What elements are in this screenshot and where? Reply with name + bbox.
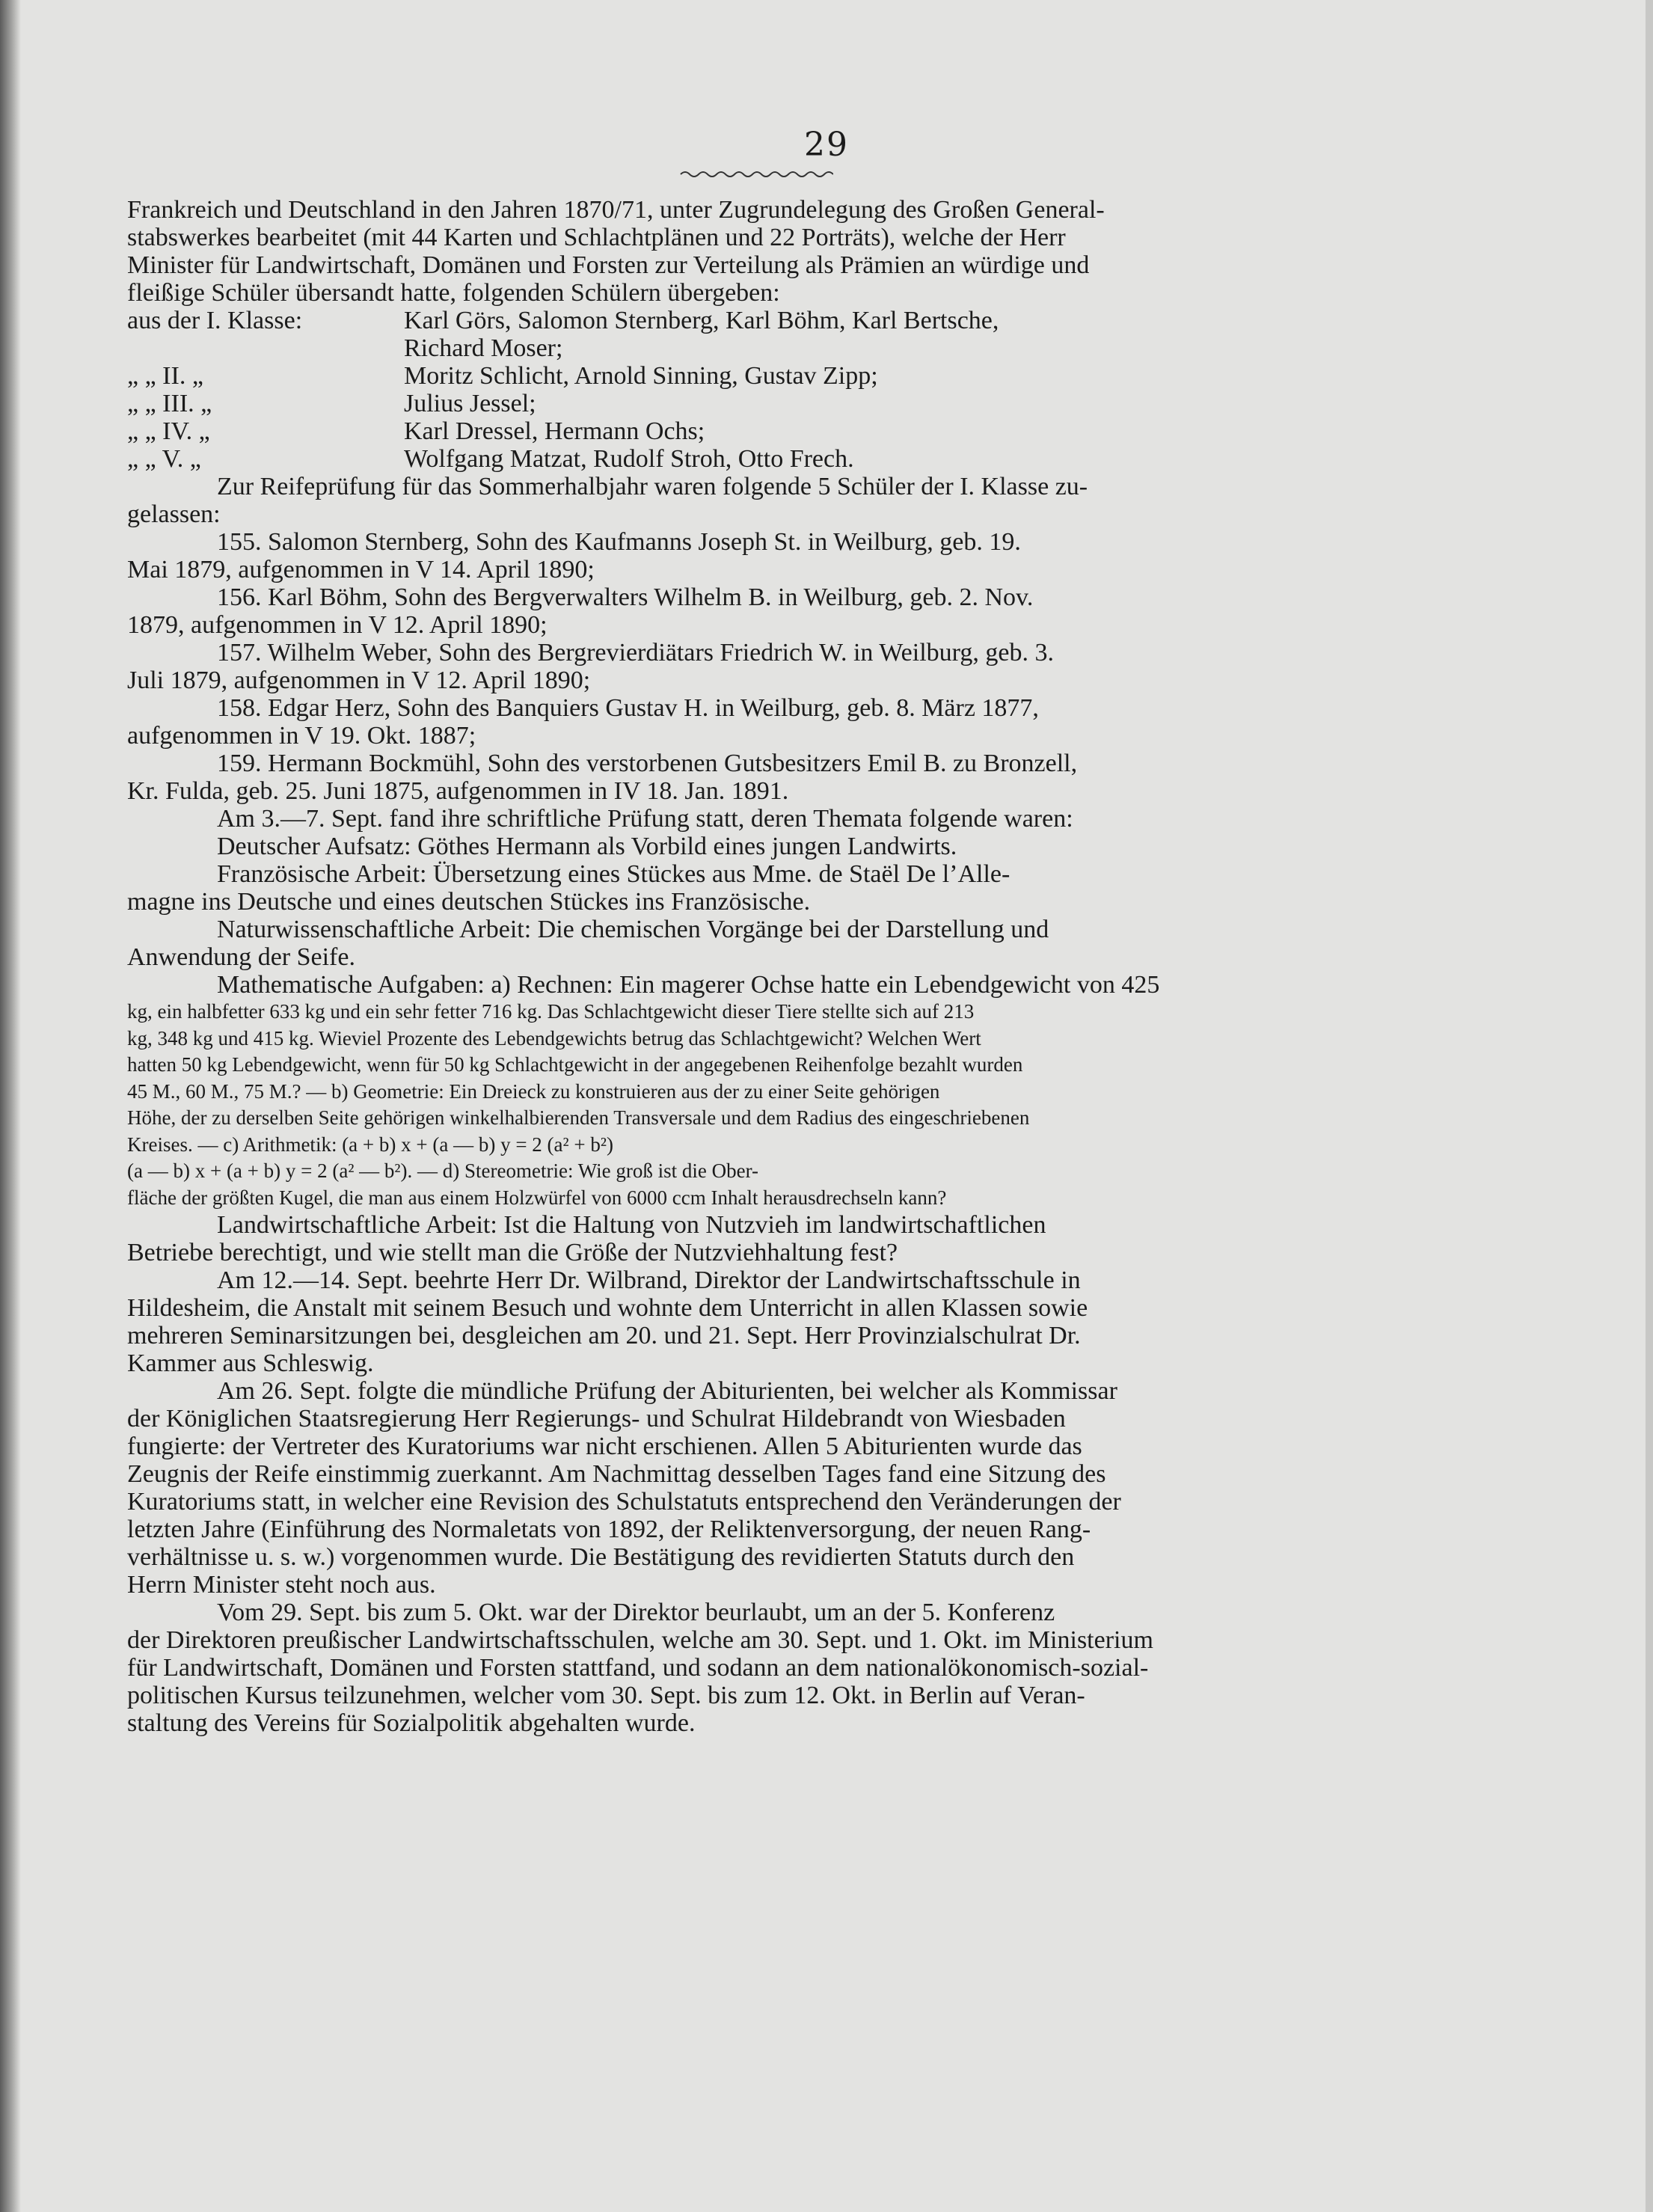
text-line: Naturwissenschaftliche Arbeit: Die chemischen Vorgänge bei der Darstellung und xyxy=(217,916,1049,943)
text-line: staltung des Vereins für Sozialpolitik abgehalten wurde. xyxy=(127,1709,696,1737)
small-print-line: (a — b) x + (a + b) y = 2 (a² — b²). — d) Stereometrie: Wie groß ist die Ober- xyxy=(127,1159,759,1182)
text-line: der Königlichen Staatsregierung Herr Regierungs- und Schulrat Hildebrandt von Wiesbaden xyxy=(127,1405,1066,1433)
text-line: mehreren Seminarsitzungen bei, desgleichen am 20. und 21. Sept. Herr Provinzialschulrat Dr. xyxy=(127,1322,1081,1349)
text-line: magne ins Deutsche und eines deutschen Stückes ins Französische. xyxy=(127,888,811,916)
text-line: Zur Reifeprüfung für das Sommerhalbjahr waren folgende 5 Schüler der I. Klasse zu- xyxy=(217,473,1088,500)
text-line: Frankreich und Deutschland in den Jahren 1870/71, unter Zugrundelegung des Großen General- xyxy=(127,196,1105,224)
text-line: Richard Moser; xyxy=(404,334,563,362)
student-names: Julius Jessel; xyxy=(404,390,536,417)
ornament-rule xyxy=(679,169,833,180)
class-label: „ „ V. „ xyxy=(127,445,201,473)
text-line: letzten Jahre (Einführung des Normaletats von 1892, der Reliktenversorgung, der neuen Rang- xyxy=(127,1516,1091,1543)
text-line: Anwendung der Seife. xyxy=(127,943,355,971)
text-line: Herrn Minister steht noch aus. xyxy=(127,1571,436,1599)
prize-list-line xyxy=(127,307,1378,334)
student-names: Karl Görs, Salomon Sternberg, Karl Böhm, Karl Bertsche, xyxy=(404,307,999,334)
prize-list-line xyxy=(127,417,1378,445)
class-label: „ „ II. „ xyxy=(127,362,203,390)
text-line: Am 3.—7. Sept. fand ihre schriftliche Prüfung statt, deren Themata folgende waren: xyxy=(217,805,1073,833)
text-line: Am 12.—14. Sept. beehrte Herr Dr. Wilbrand, Direktor der Landwirtschaftsschule in xyxy=(217,1266,1081,1294)
text-line: Französische Arbeit: Übersetzung eines Stückes aus Mme. de Staël De l’Alle- xyxy=(217,860,1010,888)
text-line: Juli 1879, aufgenommen in V 12. April 1890; xyxy=(127,667,591,694)
prize-list-line xyxy=(127,445,1378,473)
text-line: stabswerkes bearbeitet (mit 44 Karten und Schlachtplänen und 22 Porträts), welche der Herr xyxy=(127,224,1066,251)
body-text xyxy=(127,196,1378,1737)
text-line: Betriebe berechtigt, und wie stellt man die Größe der Nutzviehhaltung fest? xyxy=(127,1239,898,1266)
small-print-line: Kreises. — c) Arithmetik: (a + b) x + (a — b) y = 2 (a² + b²) xyxy=(127,1133,613,1156)
class-label: „ „ III. „ xyxy=(127,390,212,417)
student-names: Karl Dressel, Hermann Ochs; xyxy=(404,417,705,445)
text-line: Am 26. Sept. folgte die mündliche Prüfung der Abiturienten, bei welcher als Kommissar xyxy=(217,1377,1117,1405)
student-names: Moritz Schlicht, Arnold Sinning, Gustav Zipp; xyxy=(404,362,878,390)
text-line: Kammer aus Schleswig. xyxy=(127,1349,374,1377)
student-names: Wolfgang Matzat, Rudolf Stroh, Otto Frech. xyxy=(404,445,854,473)
small-print-line: hatten 50 kg Lebendgewicht, wenn für 50 kg Schlachtgewicht in der angegebenen Reihenfolge bezahlt wurden xyxy=(127,1053,1023,1076)
text-line: aufgenommen in V 19. Okt. 1887; xyxy=(127,722,476,750)
small-print-line: kg, ein halbfetter 633 kg und ein sehr fetter 716 kg. Das Schlachtgewicht dieser Tiere stellte sich auf 213 xyxy=(127,1000,975,1023)
small-print-line: fläche der größten Kugel, die man aus einem Holzwürfel von 6000 ccm Inhalt herausdrechseln kann? xyxy=(127,1186,947,1209)
text-line: Kuratoriums statt, in welcher eine Revision des Schulstatuts entsprechend den Veränderungen der xyxy=(127,1488,1121,1516)
text-line: Mathematische Aufgaben: a) Rechnen: Ein magerer Ochse hatte ein Lebendgewicht von 425 xyxy=(217,971,1160,999)
book-spine-shadow xyxy=(0,0,21,2212)
text-line: Kr. Fulda, geb. 25. Juni 1875, aufgenommen in IV 18. Jan. 1891. xyxy=(127,777,789,805)
text-line: verhältnisse u. s. w.) vorgenommen wurde. Die Bestätigung des revidierten Statuts durch den xyxy=(127,1543,1075,1571)
text-line: 158. Edgar Herz, Sohn des Banquiers Gustav H. in Weilburg, geb. 8. März 1877, xyxy=(217,694,1039,722)
page-edge xyxy=(1646,0,1653,2212)
text-line: fleißige Schüler übersandt hatte, folgenden Schülern übergeben: xyxy=(127,279,780,307)
text-line: Deutscher Aufsatz: Göthes Hermann als Vorbild eines jungen Landwirts. xyxy=(217,833,957,860)
text-line: politischen Kursus teilzunehmen, welcher vom 30. Sept. bis zum 12. Okt. in Berlin auf Veran- xyxy=(127,1682,1085,1709)
text-line: der Direktoren preußischer Landwirtschaftsschulen, welche am 30. Sept. und 1. Okt. im Ministerium xyxy=(127,1626,1153,1654)
text-line: 159. Hermann Bockmühl, Sohn des verstorbenen Gutsbesitzers Emil B. zu Bronzell, xyxy=(217,750,1078,777)
text-line: Landwirtschaftliche Arbeit: Ist die Haltung von Nutzvieh im landwirtschaftlichen xyxy=(217,1211,1046,1239)
text-line: gelassen: xyxy=(127,500,221,528)
text-line: 156. Karl Böhm, Sohn des Bergverwalters Wilhelm B. in Weilburg, geb. 2. Nov. xyxy=(217,583,1034,611)
text-line: Vom 29. Sept. bis zum 5. Okt. war der Direktor beurlaubt, um an der 5. Konferenz xyxy=(217,1599,1055,1626)
text-line: 157. Wilhelm Weber, Sohn des Bergrevierdiätars Friedrich W. in Weilburg, geb. 3. xyxy=(217,639,1054,667)
prize-list-line xyxy=(127,390,1378,417)
text-line: Minister für Landwirtschaft, Domänen und Forsten zur Verteilung als Prämien an würdige und xyxy=(127,251,1090,279)
class-label: „ „ IV. „ xyxy=(127,417,210,445)
text-line: fungierte: der Vertreter des Kuratoriums war nicht erschienen. Allen 5 Abiturienten wurde das xyxy=(127,1433,1082,1460)
class-label: aus der I. Klasse: xyxy=(127,307,303,334)
page-number: 29 xyxy=(804,126,849,164)
prize-list-line xyxy=(127,362,1378,390)
small-print-line: 45 M., 60 M., 75 M.? — b) Geometrie: Ein Dreieck zu konstruieren aus der zu einer Seite gehörigen xyxy=(127,1079,940,1103)
text-line: 1879, aufgenommen in V 12. April 1890; xyxy=(127,611,548,639)
text-line: Hildesheim, die Anstalt mit seinem Besuch und wohnte dem Unterricht in allen Klassen sowie xyxy=(127,1294,1088,1322)
text-line: für Landwirtschaft, Domänen und Forsten stattfand, und sodann an dem nationalökonomisch-sozial- xyxy=(127,1654,1149,1682)
text-line: Mai 1879, aufgenommen in V 14. April 1890; xyxy=(127,556,595,583)
small-print-line: kg, 348 kg und 415 kg. Wieviel Prozente des Lebendgewichts betrug das Schlachtgewicht? Welchen Wert xyxy=(127,1026,981,1050)
small-print-line: Höhe, der zu derselben Seite gehörigen winkelhalbierenden Transversale und dem Radius des eingeschriebenen xyxy=(127,1106,1030,1129)
text-line: 155. Salomon Sternberg, Sohn des Kaufmanns Joseph St. in Weilburg, geb. 19. xyxy=(217,528,1021,556)
text-line: Zeugnis der Reife einstimmig zuerkannt. Am Nachmittag desselben Tages fand eine Sitzung des xyxy=(127,1460,1106,1488)
